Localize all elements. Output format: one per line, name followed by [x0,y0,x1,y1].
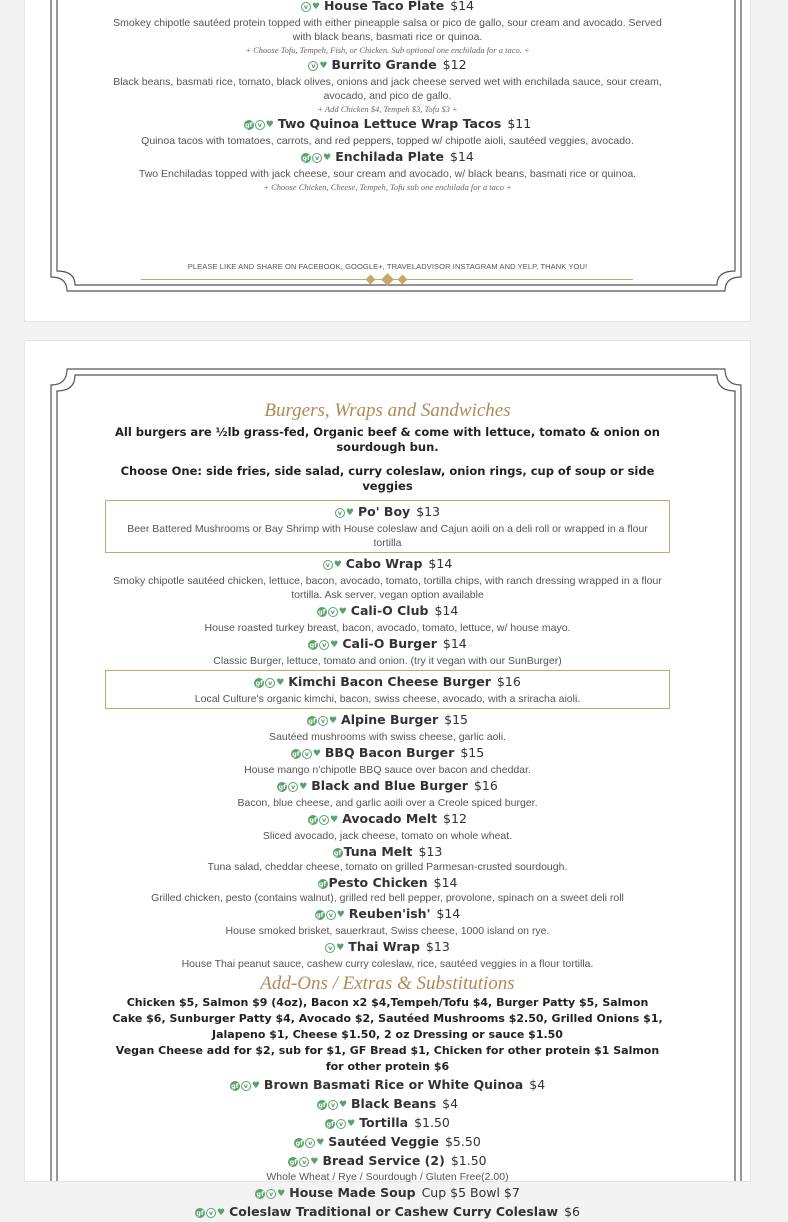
v-badge-icon: v [319,815,329,825]
addons-title: Add-Ons / Extras & Substitutions [260,973,515,994]
menu-item-description: Quinoa tacos with tomatoes, carrots, and red peppers, topped w/ chipotle aioli, sautéed veggies, avocado. [141,135,634,147]
menu-item-title [105,1076,670,1095]
gf-badge-icon: gf [318,1101,326,1109]
menu-item [105,500,670,553]
menu-item-description: Grilled chicken, pesto (contains walnut), grilled red bell pepper, provolone, spinach on a sweet deli roll [151,892,624,904]
menu-item-description: Sliced avocado, jack cheese, tomato on whole wheat. [262,830,513,842]
menu-item [105,843,670,874]
menu-item-name: Po' Boy [358,504,411,519]
menu-item-description: Smokey chipotle sautéed protein topped with either pineapple salsa or pico de gallo, sour cream and avocado. Served with black beans, basmati rice or quinoa. [113,17,662,43]
heart-icon: ♥ [330,815,339,825]
v-badge-icon: v [302,749,312,759]
menu-item-name: Cabo Wrap [345,556,423,571]
gf-badge-icon: gf [255,679,263,687]
v-badge-icon: v [336,1119,346,1129]
social-share-footer: PLEASE LIKE AND SHARE ON FACEBOOK, GOOGLE+, TRAVELADVISOR INSTAGRAM AND YELP, THANK YOU! [187,262,588,271]
v-badge-icon: v [326,910,336,920]
heart-icon: ♥ [310,1157,319,1167]
menu-item-price: $11 [507,116,532,131]
menu-item-description: House smoked brisket, sauerkraut, Swiss cheese, 1000 island on rye. [225,925,550,937]
menu-item-price: $13 [425,939,450,954]
menu-item-name: Kimchi Bacon Cheese Burger [288,674,491,689]
menu-item-price: $4 [442,1096,459,1111]
menu-item-price: $14 [433,875,458,890]
menu-item [105,56,670,115]
heart-icon: ♥ [299,782,308,792]
gf-badge-icon: gf [292,750,300,758]
menu-item-title [105,1184,670,1203]
menu-item-name: Pesto Chicken [328,875,428,890]
menu-item-price: $14 [434,603,459,618]
heart-icon: ♥ [312,749,321,759]
vegan-substitutions: Vegan Cheese add for $2, sub for $1, GF Bread $1, Chicken for other protein $1 Salmon for other protein $6 [115,1044,660,1073]
menu-item-name: Enchilada Plate [335,149,445,164]
menu-item-name: BBQ Bacon Burger [324,745,455,760]
gf-badge-icon: gf [309,816,317,824]
heart-icon: ♥ [323,153,332,163]
gf-badge-icon: gf [308,717,316,725]
menu-item-title [105,635,670,654]
v-badge-icon: v [255,120,265,130]
gf-badge-icon: gf [231,1082,239,1090]
menu-item [105,744,670,777]
gf-badge-icon: gf [256,1190,264,1198]
heart-icon: ♥ [336,910,345,920]
burger-intro: All burgers are ½lb grass-fed, Organic beef & come with lettuce, tomato & onion on sourdough bun. [115,425,660,454]
v-badge-icon: v [266,1189,276,1199]
gf-badge-icon: gf [289,1158,298,1166]
menu-item-title [106,503,669,522]
menu-item-title [105,711,670,730]
menu-item [105,0,670,56]
menu-item [105,874,670,905]
page-2-content [105,393,670,1222]
menu-item [105,602,670,635]
menu-item-price: $14 [450,0,475,13]
menu-item-name: Burrito Grande [331,57,437,72]
menu-item-name: Avocado Melt [342,811,438,826]
heart-icon: ♥ [217,1208,226,1218]
v-badge-icon: v [325,943,335,953]
menu-item-title [105,56,670,75]
heart-icon: ♥ [277,1189,286,1199]
v-badge-icon: v [328,1100,338,1110]
menu-item-note: + Choose Chicken, Cheese, Tempeh, Tofu sub one enchilada for a taco + [263,182,512,192]
menu-item-description: Beer Battered Mushrooms or Bay Shrimp with House coleslaw and Cajun aoili on a deli roll or wrapped in a flour tortilla [127,523,648,549]
v-badge-icon: v [318,716,328,726]
v-badge-icon: v [241,1081,251,1091]
page-1-items [105,0,670,193]
menu-item-name: Coleslaw Traditional or Cashew Curry Coleslaw [229,1204,559,1219]
menu-item-price: $14 [450,149,474,164]
menu-item-price: $1.50 [450,1153,487,1168]
gf-badge-icon: gf [196,1209,204,1217]
menu-item-description: House Thai peanut sauce, cashew curry coleslaw, rice, sautéed veggies in a flour tortilla. [181,958,594,970]
gf-badge-icon: gf [278,783,286,791]
v-badge-icon: v [288,782,298,792]
menu-item-title [105,1114,670,1133]
menu-item [105,938,670,971]
menu-page-1 [24,0,751,322]
v-badge-icon: v [305,1138,315,1148]
gf-badge-icon: gf [302,154,310,162]
menu-item-price: $13 [416,504,441,519]
heart-icon: ♥ [338,607,347,617]
menu-item-description: Two Enchiladas topped with jack cheese, sour cream and avocado, w/ black beans, basmati rice or quinoa. [138,168,637,180]
menu-item-name: Black and Blue Burger [311,778,468,793]
menu-item-name: Bread Service (2) [322,1153,445,1168]
menu-item-title [105,905,670,924]
gf-badge-icon: gf [309,641,317,649]
menu-item-price: $14 [428,556,453,571]
menu-item-name: Two Quinoa Lettuce Wrap Tacos [277,116,502,131]
gf-badge-icon: gf [318,880,327,888]
menu-item [105,1095,670,1114]
heart-icon: ♥ [328,716,338,726]
menu-item-name: Black Beans [351,1096,437,1111]
v-badge-icon: v [206,1208,216,1218]
menu-item-price: Cup $5 Bowl $7 [421,1185,520,1200]
menu-item-description: Classic Burger, lettuce, tomato and onion. (try it vegan with our SunBurger) [213,655,562,667]
menu-item-title [105,810,670,829]
menu-item-description: House mango n'chipotle BBQ sauce over bacon and cheddar. [244,764,531,776]
menu-item-description: Whole Wheat / Rye / Sourdough / Gluten Free(2.00) [266,1171,509,1183]
menu-item [105,635,670,668]
gf-badge-icon: gf [295,1139,303,1147]
menu-item-title [105,1133,670,1152]
menu-item [105,777,670,810]
menu-item-title [105,602,670,621]
heart-icon: ♥ [251,1081,260,1091]
menu-item [105,711,670,744]
menu-item [105,1152,670,1184]
menu-item-title [105,843,670,860]
menu-item-price: $1.50 [414,1115,450,1130]
menu-item-description: Bacon, blue cheese, and garlic aoili over a Creole spiced burger. [237,797,538,809]
menu-item-price: $12 [442,57,467,72]
menu-item-price: $14 [442,636,467,651]
menu-item-title [105,1152,670,1171]
heart-icon: ♥ [330,640,339,650]
menu-item-title [105,777,670,796]
menu-item-price: $15 [444,712,469,727]
menu-item-name: House Taco Plate [323,0,445,13]
menu-item-name: Cali-O Burger [342,636,437,651]
menu-item-description: Smoky chipotle sautéed chicken, lettuce, bacon, avocado, tomato, tortilla chips, with ranch dressing wrapped in a flour tortilla. Ask server, vegan option available [113,575,662,601]
heart-icon: ♥ [347,1119,356,1129]
menu-item-price: $14 [436,906,461,921]
menu-item-name: House Made Soup [289,1185,416,1200]
addons-list: Chicken $5, Salmon $9 (4oz), Bacon x2 $4,Tempeh/Tofu $4, Burger Patty $5, Salmon Cake $6, Sunburger Patty $4, Avocado $2, Sautéed Mushrooms $2.50, Grilled Onions $1, Jalapeno $1, Cheese $1.50, 2 oz Dressing or sauce $1.50 [112,996,663,1041]
menu-item-price: $15 [460,745,485,760]
menu-item-price: $12 [443,811,467,826]
side-items [105,1076,670,1222]
menu-item-title [105,1203,670,1222]
menu-item-description: Local Culture's organic kimchi, bacon, swiss cheese, avocado, with a sriracha aioli. [194,693,581,705]
heart-icon: ♥ [276,678,285,688]
menu-item-name: Reuben'ish' [348,906,431,921]
menu-item-price: $16 [496,674,521,689]
menu-item-name: Alpine Burger [341,712,439,727]
menu-item-price: $4 [529,1077,546,1092]
menu-item-name: Brown Basmati Rice or White Quinoa [263,1077,524,1092]
menu-page-2 [24,340,751,1219]
heart-icon: ♥ [333,560,342,570]
gf-badge-icon: gf [326,1120,334,1128]
heart-icon: ♥ [265,120,274,130]
heart-icon: ♥ [311,2,320,12]
menu-item-name: Thai Wrap [348,939,420,954]
menu-item-price: $13 [418,844,443,859]
menu-item-title [105,115,670,134]
menu-item [105,115,670,148]
v-badge-icon: v [335,508,345,518]
gf-badge-icon: gf [315,911,324,919]
v-badge-icon: v [301,2,311,12]
menu-item [105,1133,670,1152]
menu-item-price: $16 [473,778,498,793]
gf-badge-icon: gf [245,121,253,129]
menu-item-price: $5.50 [444,1134,481,1149]
menu-item-title [105,874,670,891]
menu-item-title [105,555,670,574]
menu-item-title [105,148,670,167]
v-badge-icon: v [328,607,338,617]
menu-item [105,1114,670,1133]
menu-item-title [105,744,670,763]
menu-item [105,670,670,709]
v-badge-icon: v [265,678,275,688]
menu-item-price: $6 [564,1204,580,1219]
menu-item-description: Tuna salad, cheddar cheese, tomato on grilled Parmesan-crusted sourdough. [207,861,568,873]
menu-item [105,1184,670,1203]
v-badge-icon: v [308,61,318,71]
menu-item-note: + Add Chicken $4, Tempeh $3, Tofu $3 + [317,104,458,114]
burger-items [105,500,670,971]
menu-item-description: Black beans, basmati rice, tomato, black olives, onions and jack cheese served wet with enchilada sauce, sour cream, avocado, and pico de gallo. [113,76,662,102]
v-badge-icon: v [299,1157,309,1167]
menu-item-title [105,0,670,16]
menu-item [105,905,670,938]
menu-item-description: Sautéed mushrooms with swiss cheese, garlic aoli. [269,731,506,743]
v-badge-icon: v [323,560,333,570]
section-title: Burgers, Wraps and Sandwiches [264,400,511,421]
menu-item [105,1203,670,1222]
gf-badge-icon: gf [333,849,342,857]
menu-item-name: Cali-O Club [350,603,429,618]
heart-icon: ♥ [338,1100,348,1110]
menu-item [105,555,670,602]
menu-item-description: House roasted turkey breast, bacon, avocado, tomato, lettuce, w/ house mayo. [204,622,571,634]
gf-badge-icon: gf [317,608,326,616]
v-badge-icon: v [319,640,329,650]
menu-item-name: Tuna Melt [343,844,413,859]
menu-item-title [106,673,669,692]
menu-item-title [105,1095,670,1114]
burger-sides-choice: Choose One: side fries, side salad, curry coleslaw, onion rings, cup of soup or side veggies [120,464,655,493]
menu-item-note: + Choose Tofu, Tempeh, Fish, or Chicken. Sub optional one enchilada for a taco. + [245,45,530,55]
menu-item [105,148,670,193]
menu-item-name: Tortilla [359,1115,409,1130]
heart-icon: ♥ [345,508,354,518]
menu-item [105,1076,670,1095]
heart-icon: ♥ [336,943,345,953]
menu-item-title [105,938,670,957]
v-badge-icon: v [312,153,322,163]
heart-icon: ♥ [316,1138,325,1148]
heart-icon: ♥ [319,61,328,71]
menu-item-name: Sautéed Veggie [328,1134,439,1149]
menu-item [105,810,670,843]
